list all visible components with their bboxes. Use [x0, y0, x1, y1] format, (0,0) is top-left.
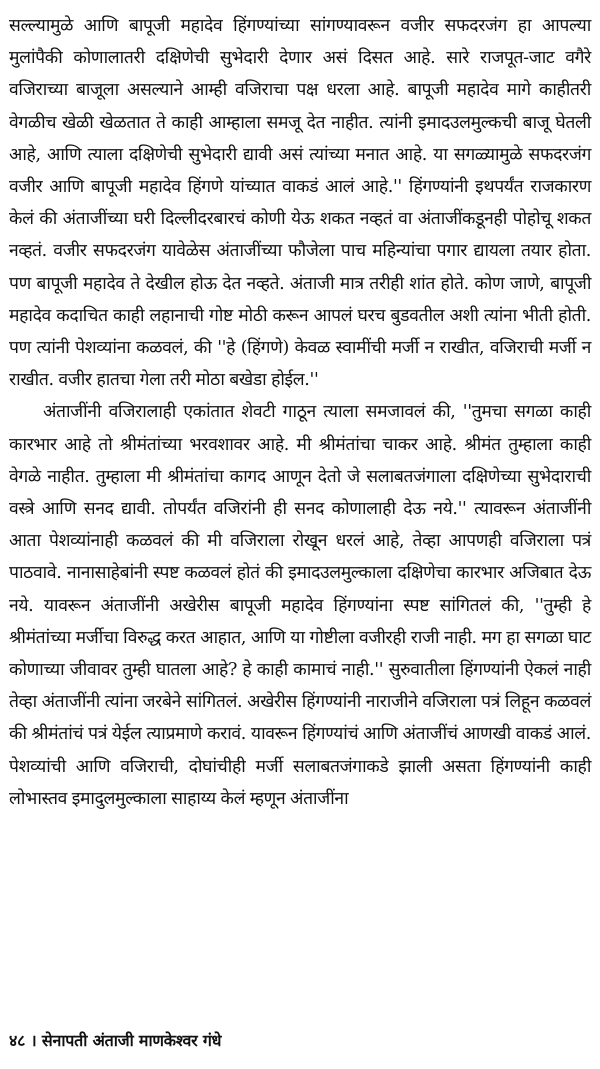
paragraph-1: सल्ल्यामुळे आणि बापूजी महादेव हिंगण्यांच्या सांगण्यावरून वजीर सफदरजंग हा आपल्या मुलांपैकी कोणालातरी दक्षिणेची सुभेदारी देणार असं दिसत आहे. सारे राजपूत-जाट वगैरे वजिराच्या बाजूला असल्याने आम्ही वजिराचा पक्ष धरला आहे. बापूजी महादेव मागे काहीतरी वेगळीच खेळी खेळतात ते काही आम्हाला समजू देत नाहीत. त्यांनी इमादउलमुल्कची बाजू घेतली आहे, आणि त्याला दक्षिणेची सुभेदारी द्यावी असं त्यांच्या मनात आहे. या सगळ्यामुळे सफदरजंग वजीर आणि बापूजी महादेव हिंगणे यांच्यात वाकडं आलं आहे.'' हिंगण्यांनी इथपर्यंत राजकारण केलं की अंताजींच्या घरी दिल्लीदरबारचं कोणी येऊ शकत नव्हतं वा अंताजींकडूनही पोहोचू शकत नव्हतं. वजीर सफदरजंग यावेळेस अंताजींच्या फौजेला पाच महिन्यांचा पगार द्यायला तयार होता. पण बापूजी महादेव ते देखील होऊ देत नव्हते. अंताजी मात्र तरीही शांत होते. कोण जाणे, बापूजी महादेव कदाचित काही लहानाची गोष्ट मोठी करून आपलं घरच बुडवतील अशी त्यांना भीती होती. पण त्यांनी पेशव्यांना कळवलं, की ''हे (हिंगणे) केवळ स्वामींची मर्जी न राखीत, वजिराची मर्जी न राखीत. वजीर हातचा गेला तरी मोठा बखेडा होईल.'': [9, 16, 591, 391]
page-footer: ४८ । सेनापती अंताजी माणकेश्वर गंधे: [9, 1031, 222, 1050]
paragraph-2: अंताजींनी वजिरालाही एकांतात शेवटी गाठून त्याला समजावलं की, ''तुमचा सगळा काही कारभार आहे तो श्रीमंतांच्या भरवशावर आहे. मी श्रीमंतांचा चाकर आहे. श्रीमंत तुम्हाला काही वेगळे नाहीत. तुम्हाला मी श्रीमंतांचा कागद आणून देतो जे सलाबतजंगाला दक्षिणेच्या सुभेदाराची वस्त्रे आणि सनद द्यावी. तोपर्यंत वजिरांनी ही सनद कोणालाही देऊ नये.'' त्यावरून अंताजींनी आता पेशव्यांनाही कळवलं की मी वजिराला रोखून धरलं आहे, तेव्हा आपणही वजिराला पत्रं पाठवावे. नानासाहेबांनी स्पष्ट कळवलं होतं की इमादउलमुल्काला दक्षिणेचा कारभार अजिबात देऊ नये. यावरून अंताजींनी अखेरीस बापूजी महादेव हिंगण्यांना स्पष्ट सांगितलं की, ''तुम्ही हे श्रीमंतांच्या मर्जीचा विरुद्ध करत आहात, आणि या गोष्टीला वजीरही राजी नाही. मग हा सगळा घाट कोणाच्या जीवावर तुम्ही घातला आहे? हे काही कामाचं नाही.'' सुरुवातीला हिंगण्यांनी ऐकलं नाही तेव्हा अंताजींनी त्यांना जरबेने सांगितलं. अखेरीस हिंगण्यांनी नाराजीने वजिराला पत्रं लिहून कळवलं की श्रीमंतांचं पत्रं येईल त्याप्रमाणे करावं. यावरून हिंगण्यांचं आणि अंताजींचं आणखी वाकडं आलं. पेशव्यांची आणि वजिराची, दोघांचीही मर्जी सलाबतजंगाकडे झाली असता हिंगण्यांनी काही लोभास्तव इमादुलमुल्काला साहाय्य केलं म्हणून अंताजींना: [9, 402, 591, 809]
page-body: [9, 10, 591, 815]
